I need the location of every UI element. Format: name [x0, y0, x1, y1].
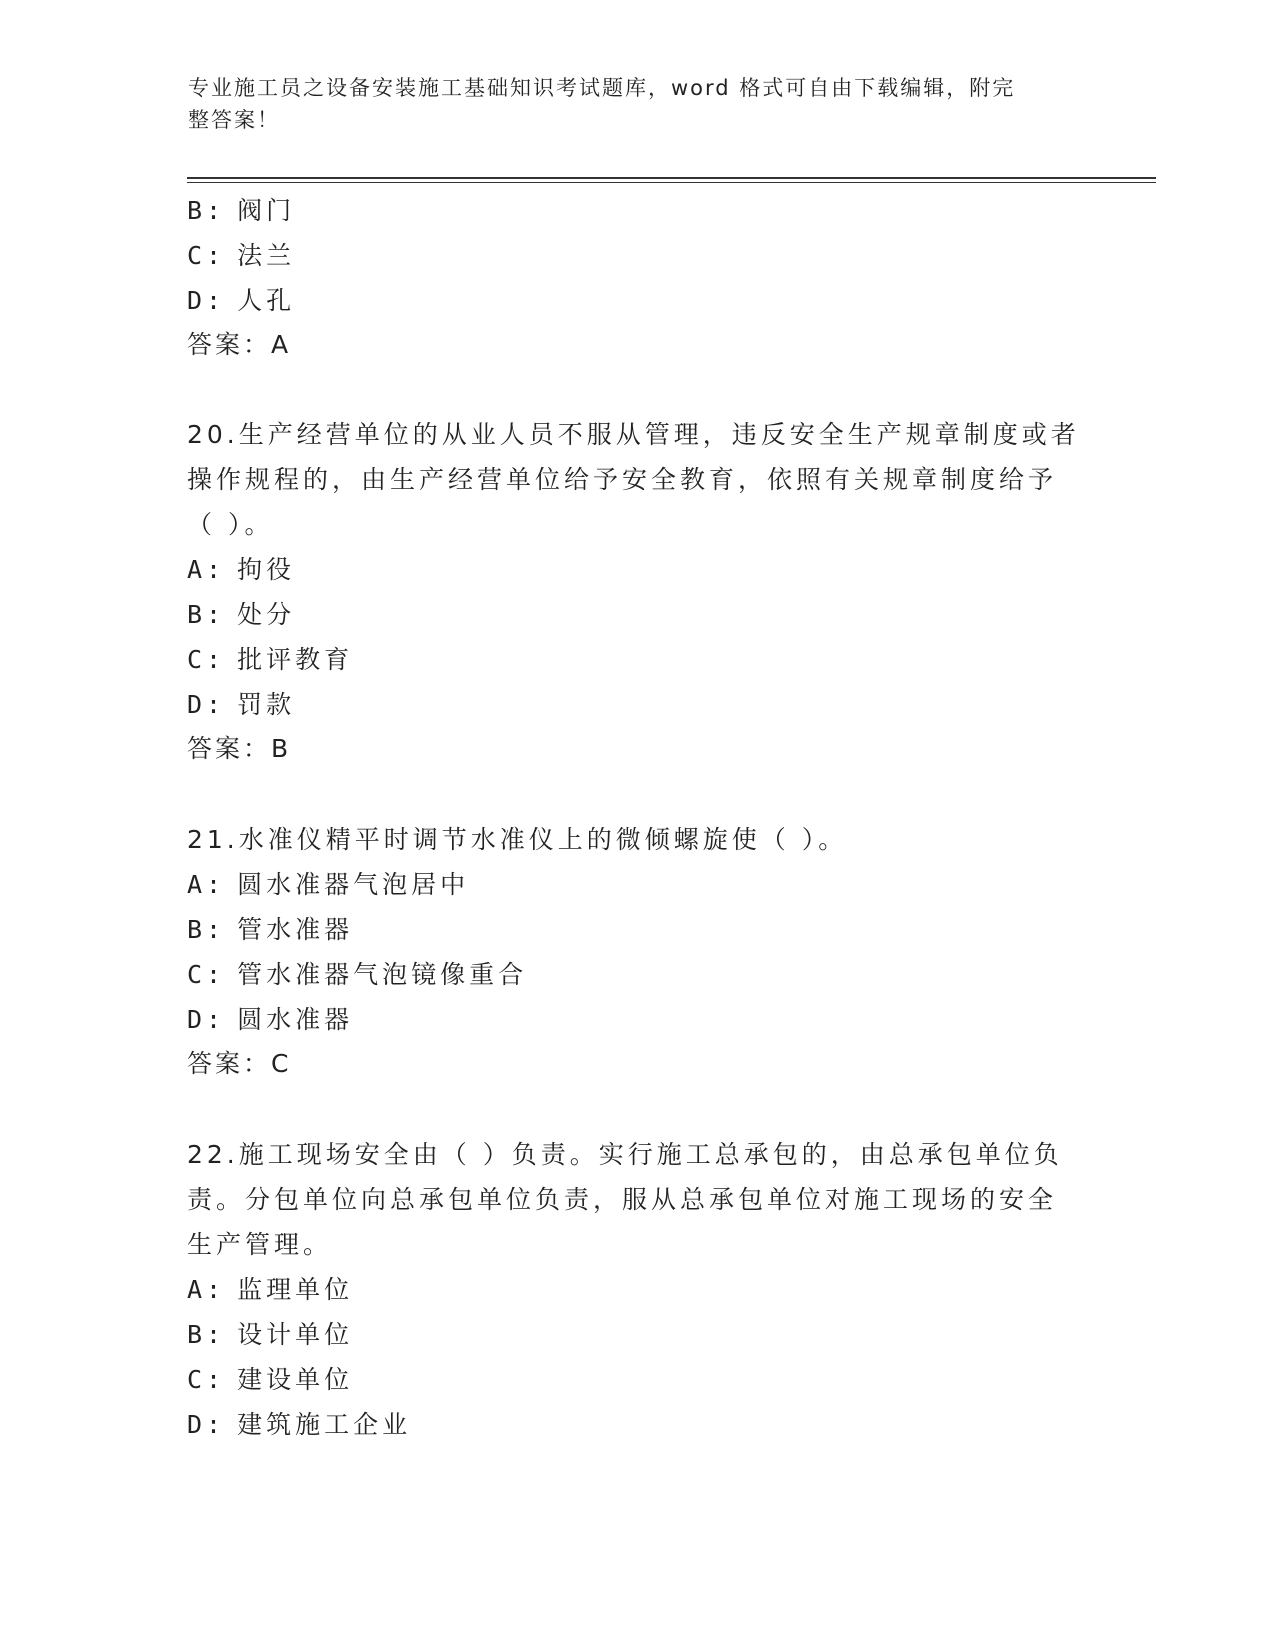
q21-stem-line-1: 21.水准仪精平时调节水准仪上的微倾螺旋使（ ）。 — [187, 825, 848, 854]
q20-stem-line-1: 20.生产经营单位的从业人员不服从管理，违反安全生产规章制度或者 — [187, 420, 1080, 449]
option-text: 圆水准器气泡居中 — [237, 870, 470, 899]
option-text: 罚款 — [237, 690, 296, 719]
option-text: 批评教育 — [237, 645, 354, 674]
option-text: 拘役 — [237, 555, 296, 584]
option-text: 圆水准器 — [237, 1005, 354, 1034]
q21-option-a — [187, 869, 469, 901]
q22-option-a — [187, 1274, 353, 1306]
q22-option-b — [187, 1319, 353, 1351]
option-letter: B: — [187, 1320, 226, 1349]
option-letter: D: — [187, 1005, 226, 1034]
option-letter: C: — [187, 960, 226, 989]
option-letter: A: — [187, 555, 226, 584]
option-letter: C: — [187, 645, 226, 674]
option-text: 建设单位 — [237, 1365, 354, 1394]
option-text: 监理单位 — [237, 1275, 354, 1304]
option-text: 阀门 — [237, 196, 296, 225]
option-text: 设计单位 — [237, 1320, 354, 1349]
q20-option-b — [187, 599, 295, 631]
q21-option-c — [187, 959, 527, 991]
option-text: 管水准器气泡镜像重合 — [237, 960, 528, 989]
q19-option-d — [187, 285, 295, 317]
q22-option-d — [187, 1409, 411, 1441]
option-letter: D: — [187, 286, 226, 315]
option-letter: D: — [187, 1410, 226, 1439]
option-letter: B: — [187, 196, 226, 225]
q19-option-c — [187, 240, 295, 272]
header-line-1: 专业施工员之设备安装施工基础知识考试题库，word 格式可自由下载编辑，附完 — [188, 76, 1016, 100]
option-letter: C: — [187, 241, 226, 270]
q20-stem-line-2: 操作规程的，由生产经营单位给予安全教育，依照有关规章制度给予 — [187, 465, 1058, 494]
q19-option-b — [187, 195, 295, 227]
option-letter: C: — [187, 1365, 226, 1394]
q21-option-d — [187, 1004, 353, 1036]
option-text: 管水准器 — [237, 915, 354, 944]
option-letter: B: — [187, 915, 226, 944]
header-divider — [187, 177, 1156, 183]
option-letter: B: — [187, 600, 226, 629]
q20-option-d — [187, 689, 295, 721]
option-text: 建筑施工企业 — [237, 1410, 412, 1439]
q22-option-c — [187, 1364, 353, 1396]
q22-stem-line-1: 22.施工现场安全由（ ）负责。实行施工总承包的，由总承包单位负 — [187, 1140, 1063, 1169]
document-header — [188, 72, 1088, 136]
q20-stem-line-3: （ ）。 — [187, 510, 274, 539]
q20-option-c — [187, 644, 353, 676]
option-letter: A: — [187, 1275, 226, 1304]
q22-stem-line-3: 生产管理。 — [187, 1230, 333, 1259]
q20-option-a — [187, 554, 295, 586]
q21-answer: 答案：C — [187, 1049, 292, 1078]
option-text: 法兰 — [237, 241, 296, 270]
q20-answer: 答案：B — [187, 734, 292, 763]
option-text: 处分 — [237, 600, 296, 629]
q19-answer: 答案：A — [187, 330, 292, 359]
option-text: 人孔 — [237, 286, 296, 315]
option-letter: D: — [187, 690, 226, 719]
header-line-2: 整答案！ — [188, 108, 280, 132]
q22-stem-line-2: 责。分包单位向总承包单位负责，服从总承包单位对施工现场的安全 — [187, 1185, 1058, 1214]
q21-option-b — [187, 914, 353, 946]
option-letter: A: — [187, 870, 226, 899]
